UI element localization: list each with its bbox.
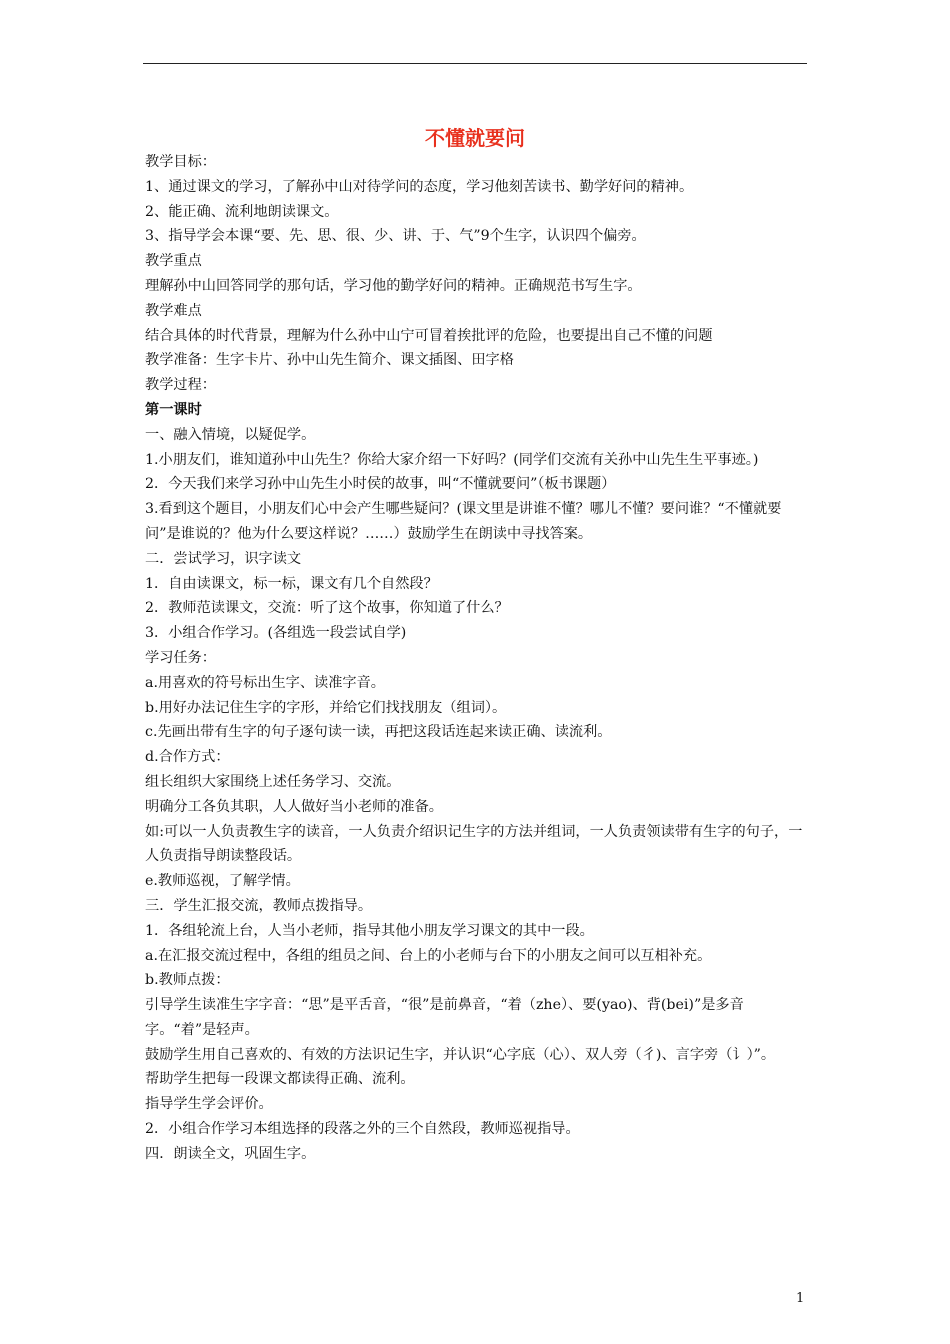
- key-points-heading: 教学重点: [145, 253, 202, 270]
- task-d-line-3: 如:可以一人负责教生字的读音，一人负责介绍识记生字的方法并组词，一人负责领读带有生字的句子，一人负责指导朗读整段话。: [145, 823, 803, 865]
- section-3-item-a: a.在汇报交流过程中，各组的组员之间、台上的小老师与台下的小朋友之间可以互相补充。: [145, 947, 712, 964]
- preparation-text: 教学准备：生字卡片、孙中山先生简介、课文插图、田字格: [145, 352, 514, 369]
- task-c: c.先画出带有生字的句子逐句读一读，再把这段话连起来读正确、读流利。: [145, 724, 612, 741]
- page-number: 1: [796, 1291, 805, 1306]
- task-b: b.用好办法记住生字的字形，并给它们找找朋友（组词）。: [145, 699, 507, 716]
- section-2-item-2: 2．教师范读课文，交流：听了这个故事，你知道了什么？: [145, 600, 509, 617]
- section-1-item-3: 3.看到这个题目，小朋友们心中会产生哪些疑问？(课文里是讲谁不懂？哪儿不懂？要问谁？“不懂就要问”是谁说的？他为什么要这样说？……）鼓励学生在朗读中寻找答案。: [145, 501, 782, 542]
- section-1-heading: 一、融入情境，以疑促学。: [145, 426, 316, 443]
- section-3-guide-4: 指导学生学会评价。: [145, 1096, 273, 1113]
- task-d: d.合作方式：: [145, 749, 230, 766]
- difficulties-heading: 教学难点: [145, 302, 202, 319]
- section-3-guide-2: 鼓励学生用自己喜欢的、有效的方法识记生字，并认识“心字底（心）、双人旁（彳)、言字旁（讠）”。: [145, 1046, 776, 1063]
- task-d-line-2: 明确分工各负其职，人人做好当小老师的准备。: [145, 798, 443, 815]
- key-points-text: 理解孙中山回答同学的那句话，学习他的勤学好问的精神。正确规范书写生字。: [145, 277, 642, 294]
- difficulties-text: 结合具体的时代背景，理解为什么孙中山宁可冒着挨批评的危险，也要提出自己不懂的问题: [145, 327, 713, 344]
- lesson-one-heading: 第一课时: [145, 401, 202, 418]
- tasks-heading: 学习任务：: [145, 649, 216, 666]
- section-3-heading: 三．学生汇报交流，教师点拨指导。: [145, 897, 373, 914]
- objective-3: 3、指导学会本课“要、先、思、很、少、讲、于、气”9个生字，认识四个偏旁。: [145, 228, 646, 245]
- task-a: a.用喜欢的符号标出生字、读准字音。: [145, 674, 385, 691]
- document-title: 不懂就要问: [425, 126, 525, 150]
- section-1-item-1: 1.小朋友们，谁知道孙中山先生？你给大家介绍一下好吗？(同学们交流有关孙中山先生生平事迹。): [145, 451, 759, 468]
- section-3-item-1: 1．各组轮流上台，人当小老师，指导其他小朋友学习课文的其中一段。: [145, 922, 594, 939]
- document-body: [145, 150, 809, 1167]
- task-e: e.教师巡视，了解学情。: [145, 873, 300, 890]
- section-1-item-2: 2．今天我们来学习孙中山先生小时侯的故事，叫“不懂就要问”（板书课题）: [145, 476, 616, 493]
- section-3-guide-3: 帮助学生把每一段课文都读得正确、流利。: [145, 1071, 415, 1088]
- section-2-item-1: 1．自由读课文，标一标，课文有几个自然段？: [145, 575, 438, 592]
- section-3-item-2: 2．小组合作学习本组选择的段落之外的三个自然段，教师巡视指导。: [145, 1121, 580, 1138]
- section-3-item-b: b.教师点拨：: [145, 972, 230, 989]
- section-4-heading: 四．朗读全文，巩固生字。: [145, 1145, 316, 1162]
- header-rule: [143, 63, 807, 64]
- objectives-heading: 教学目标：: [145, 154, 216, 170]
- task-d-line-1: 组长组织大家围绕上述任务学习、交流。: [145, 773, 401, 790]
- objective-2: 2、能正确、流利地朗读课文。: [145, 203, 339, 220]
- objective-1: 1、通过课文的学习，了解孙中山对待学问的态度，学习他刻苦读书、勤学好问的精神。: [145, 178, 694, 195]
- section-2-item-3: 3．小组合作学习。(各组选一段尝试自学): [145, 625, 407, 642]
- section-2-heading: 二．尝试学习，识字读文: [145, 550, 302, 567]
- process-heading: 教学过程：: [145, 377, 216, 394]
- section-3-guide-1: 引导学生读准生字字音：“思”是平舌音，“很”是前鼻音，“着（zhe）、要(yao)、背(bei)”是多音字。“着”是轻声。: [145, 997, 744, 1038]
